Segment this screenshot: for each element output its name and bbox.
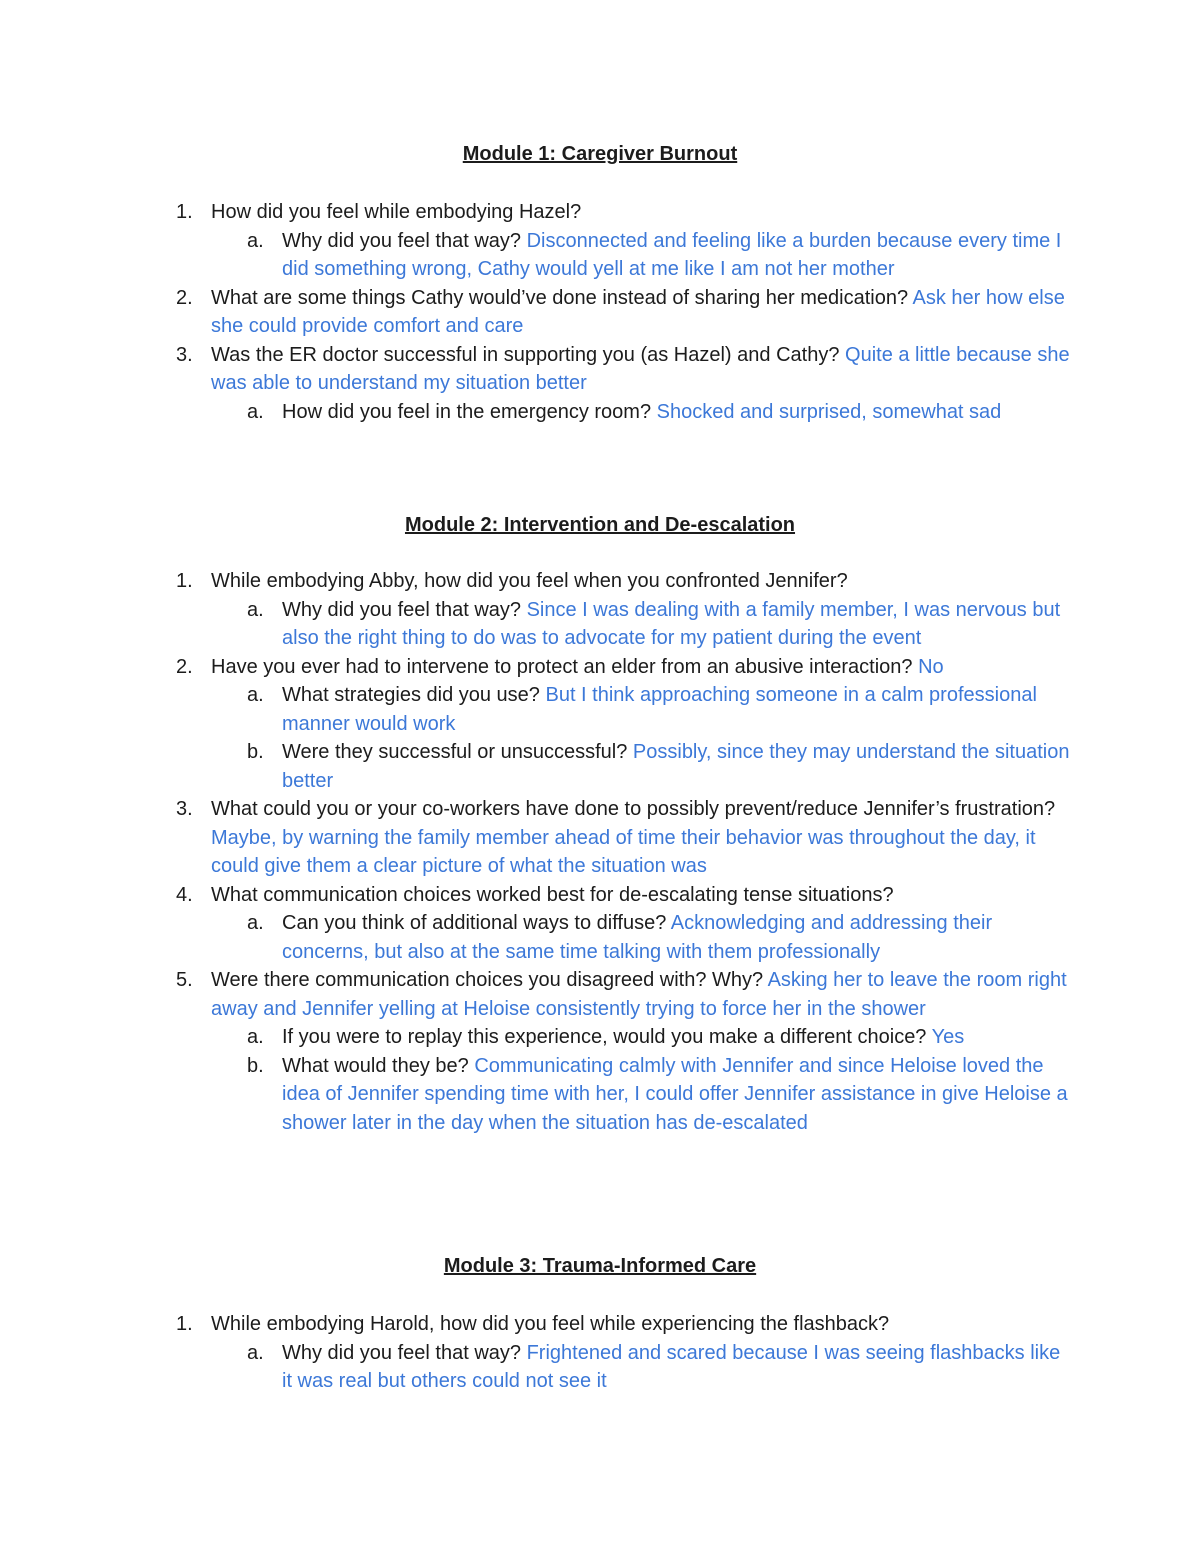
question-item: [0, 966, 1071, 1137]
sub-question-list: [211, 681, 1071, 795]
module-title: Module 1: Caregiver Burnout: [462, 143, 738, 165]
question-item: [0, 653, 1071, 796]
sub-question-item: [211, 1052, 1072, 1138]
sub-question-item: [211, 596, 1072, 653]
answer-text: Frightened and scared because I was seeing flashbacks like it was real but others could not see it: [282, 1341, 1061, 1392]
sub-question-item: [211, 398, 1072, 427]
answer-text: Yes: [931, 1026, 965, 1048]
sub-question-list: [211, 1023, 1071, 1137]
answer-text: Possibly, since they may understand the situation better: [282, 741, 1070, 792]
answer-text: Maybe, by warning the family member ahead of time their behavior was throughout the day, it could give them a clear picture of what the situation was: [211, 826, 1036, 877]
sub-question-letter: a.: [247, 1026, 264, 1048]
question-text: How did you feel while embodying Hazel?: [211, 201, 582, 223]
question-item: [0, 198, 1071, 284]
sub-question-item: [211, 1339, 1072, 1396]
answer-text: Acknowledging and addressing their concerns, but also at the same time talking with them professionally: [282, 912, 993, 963]
question-item: [0, 284, 1071, 341]
question-number: 2.: [176, 655, 193, 678]
sub-question-item: [211, 227, 1072, 284]
sub-question-letter: a.: [247, 598, 264, 621]
question-number: 1.: [176, 201, 193, 223]
sub-question-list: [211, 227, 1071, 284]
question-number: 3.: [176, 343, 193, 366]
question-number: 4.: [176, 883, 193, 906]
question-item: [0, 881, 1071, 967]
sub-question-letter: a.: [247, 1341, 264, 1364]
sub-question-letter: a.: [247, 400, 264, 423]
answer-text: But I think approaching someone in a calm professional manner would work: [282, 684, 1037, 735]
question-list: [0, 567, 1200, 1137]
module-1: [0, 140, 1200, 168]
answer-text: Disconnected and feeling like a burden because every time I did something wrong, Cathy would yell at me like I am not her mother: [282, 229, 1062, 280]
sub-question-text: Why did you feel that way?: [282, 598, 522, 621]
question-text: Was the ER doctor successful in supporting you (as Hazel) and Cathy?: [211, 343, 840, 366]
sub-question-letter: b.: [247, 741, 264, 763]
sub-question-text: How did you feel in the emergency room?: [282, 400, 652, 423]
question-number: 3.: [176, 798, 193, 820]
question-list: [0, 1310, 1200, 1396]
question-text: What communication choices worked best for de-escalating tense situations?: [211, 883, 894, 906]
sub-question-text: Were they successful or unsuccessful?: [282, 741, 628, 763]
question-text: Were there communication choices you disagreed with? Why?: [211, 969, 764, 991]
sub-question-text: Can you think of additional ways to diffuse?: [282, 912, 667, 934]
question-item: [0, 341, 1071, 427]
sub-question-text: If you were to replay this experience, would you make a different choice?: [282, 1026, 927, 1048]
question-text: While embodying Abby, how did you feel when you confronted Jennifer?: [211, 570, 848, 592]
sub-question-text: Why did you feel that way?: [282, 229, 522, 252]
sub-question-text: What would they be?: [282, 1054, 469, 1077]
sub-question-letter: a.: [247, 684, 264, 706]
module-title: Module 3: Trauma-Informed Care: [443, 1255, 757, 1277]
sub-question-text: Why did you feel that way?: [282, 1341, 522, 1364]
question-item: [0, 567, 1071, 653]
question-list: [0, 198, 1200, 426]
module-2: [0, 511, 1200, 539]
sub-question-item: [211, 1023, 1072, 1052]
question-text: While embodying Harold, how did you feel while experiencing the flashback?: [211, 1313, 890, 1335]
module-title: Module 2: Intervention and De-escalation: [404, 514, 796, 536]
sub-question-list: [211, 909, 1071, 966]
sub-question-item: [211, 681, 1072, 738]
question-item: [0, 795, 1071, 881]
sub-question-item: [211, 909, 1072, 966]
answer-text: Ask her how else she could provide comfort and care: [211, 286, 1065, 337]
answer-text: Asking her to leave the room right away and Jennifer yelling at Heloise consistently trying to force her in the shower: [211, 969, 1067, 1020]
sub-question-letter: a.: [247, 229, 264, 252]
sub-question-list: [211, 596, 1071, 653]
answer-text: Quite a little because she was able to understand my situation better: [211, 343, 1070, 394]
answer-text: No: [918, 655, 944, 678]
question-number: 1.: [176, 1313, 193, 1335]
question-text: Have you ever had to intervene to protect an elder from an abusive interaction?: [211, 655, 913, 678]
module-3: [0, 1252, 1200, 1280]
question-text: What are some things Cathy would’ve done instead of sharing her medication?: [211, 286, 909, 309]
question-item: [0, 1310, 1071, 1396]
question-number: 5.: [176, 969, 193, 991]
answer-text: Since I was dealing with a family member, I was nervous but also the right thing to do was to advocate for my patient during the event: [282, 598, 1061, 649]
sub-question-list: [211, 1339, 1071, 1396]
answer-text: Shocked and surprised, somewhat sad: [656, 400, 1002, 423]
sub-question-list: [211, 398, 1071, 427]
sub-question-text: What strategies did you use?: [282, 684, 540, 706]
sub-question-letter: a.: [247, 912, 264, 934]
sub-question-item: [211, 738, 1072, 795]
answer-text: Communicating calmly with Jennifer and since Heloise loved the idea of Jennifer spending time with her, I could offer Jennifer assistance in give Heloise a shower later in the day when the situation has de-escalated: [282, 1054, 1068, 1134]
sub-question-letter: b.: [247, 1054, 264, 1077]
question-number: 2.: [176, 286, 193, 309]
question-text: What could you or your co-workers have done to possibly prevent/reduce Jennifer’s frustration?: [211, 798, 1056, 820]
question-number: 1.: [176, 570, 193, 592]
